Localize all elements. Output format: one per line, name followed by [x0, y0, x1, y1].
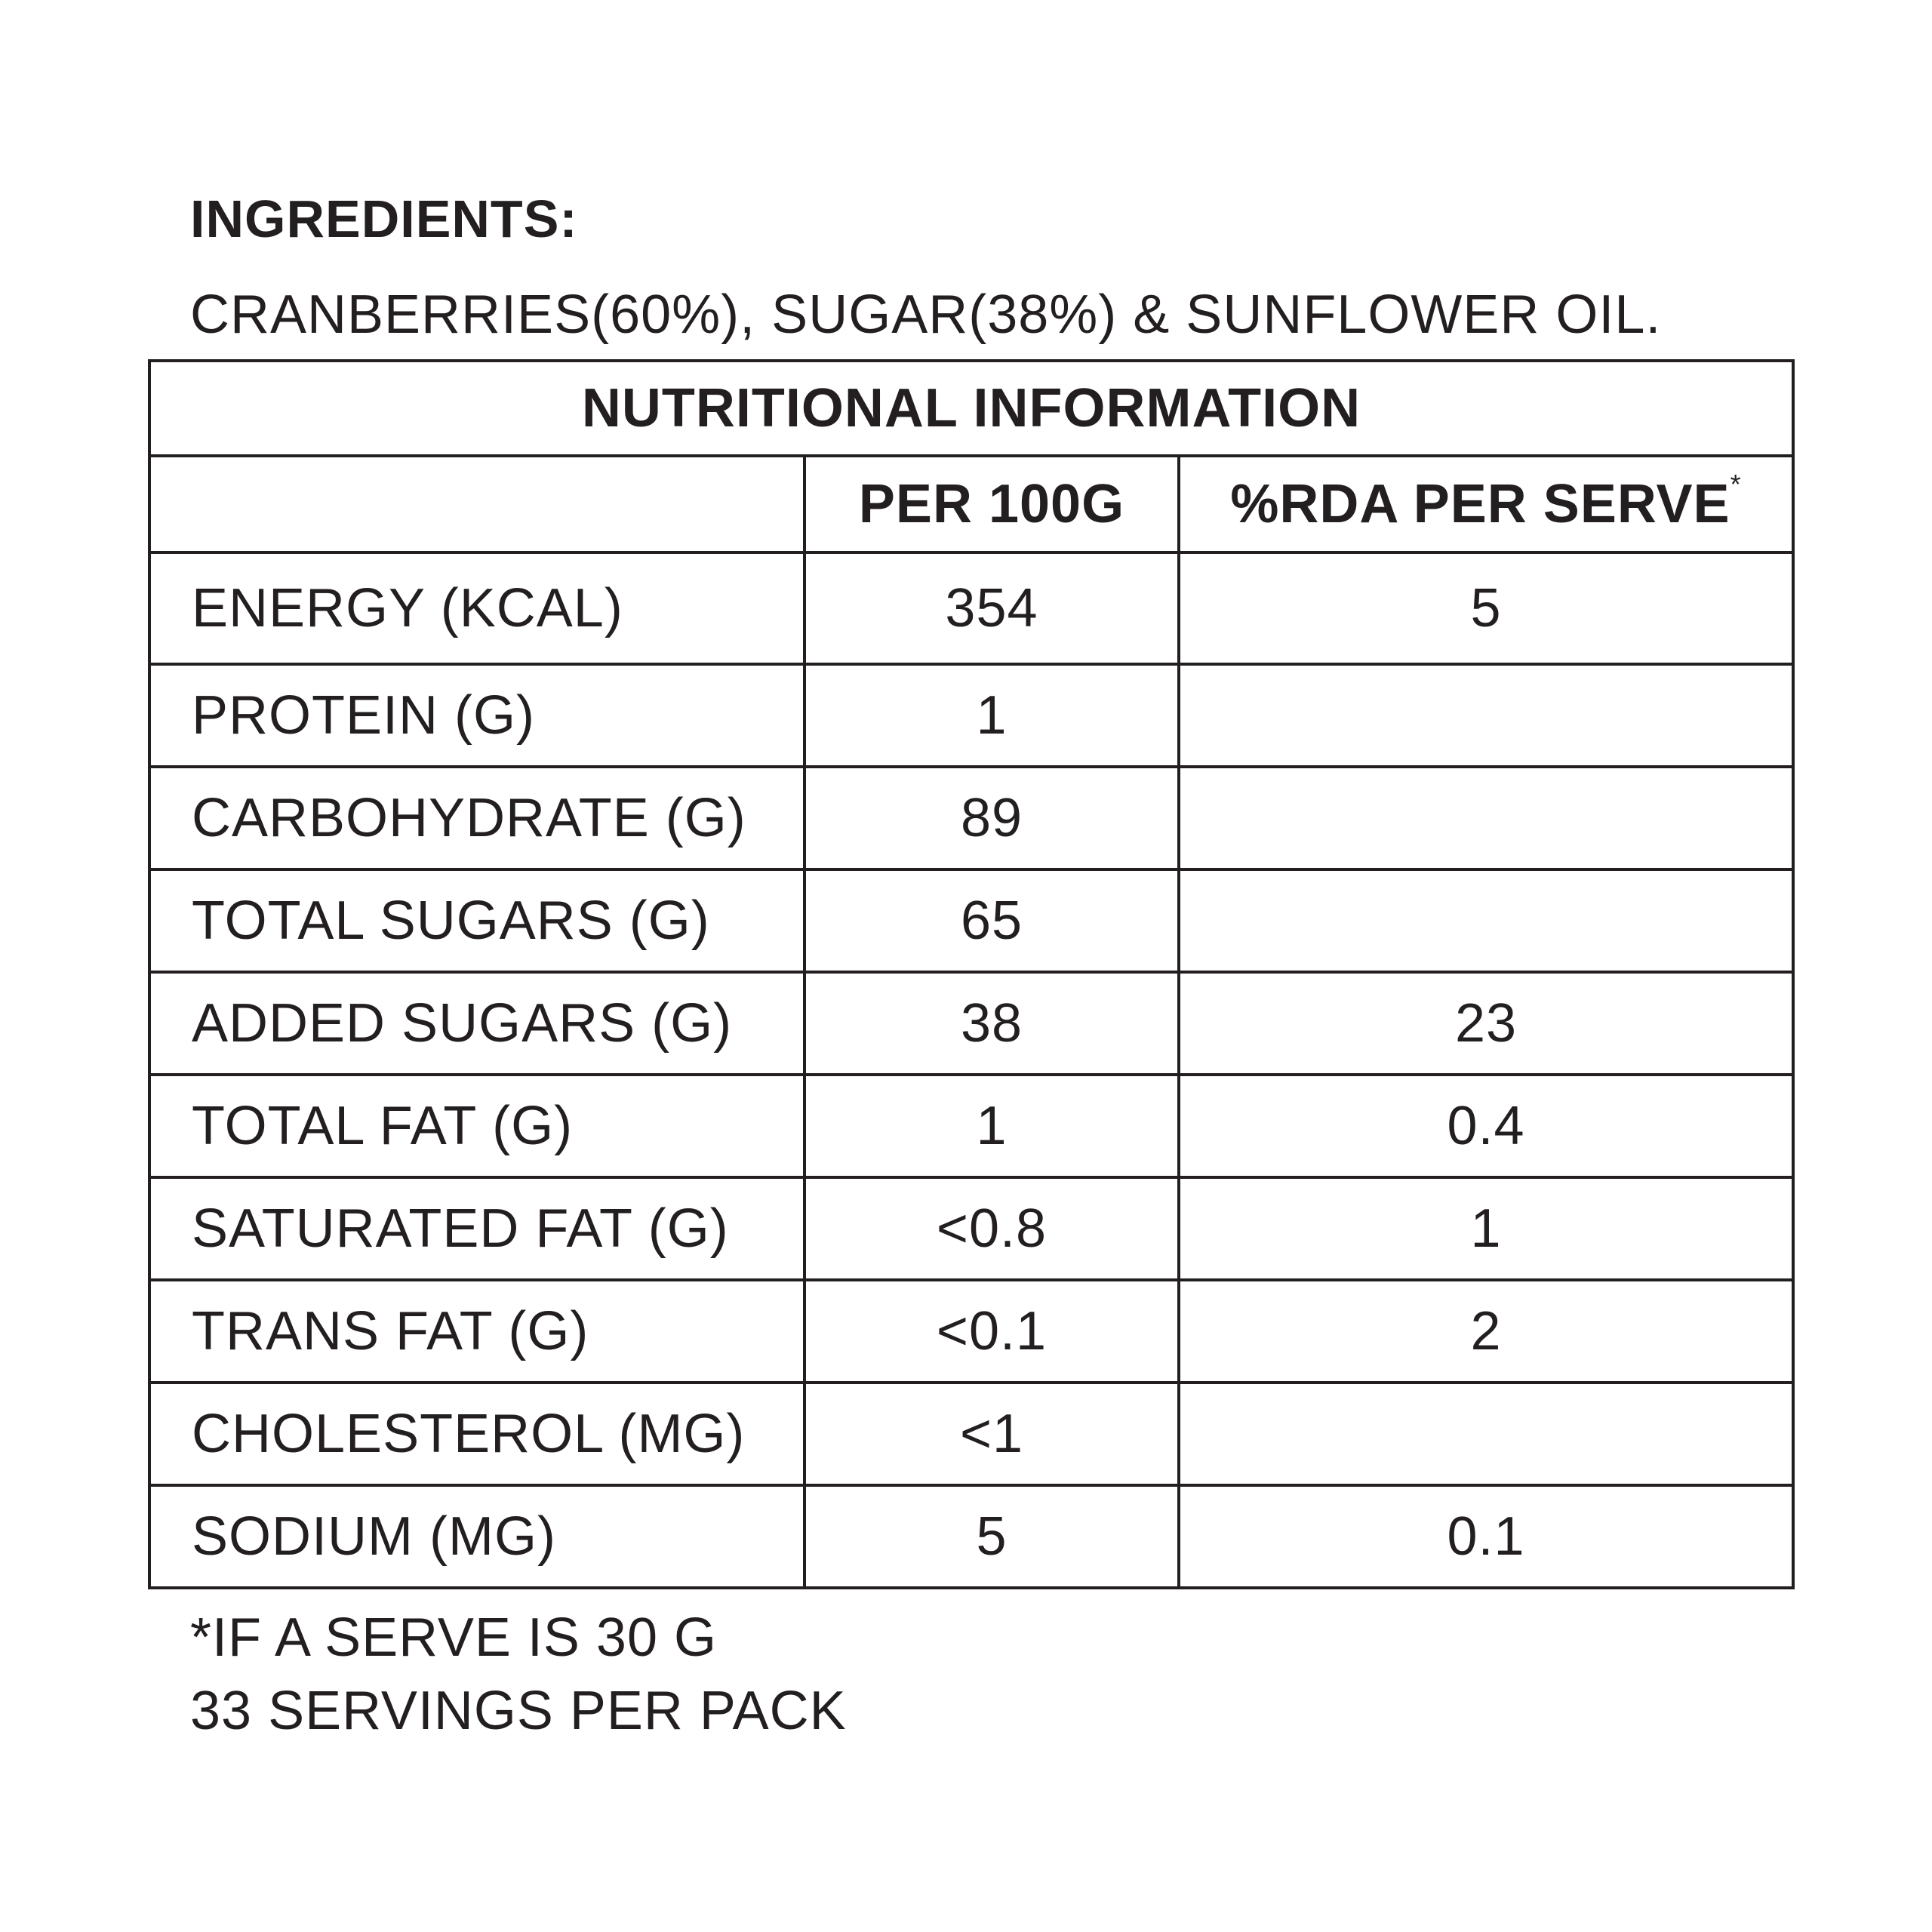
table-row	[149, 767, 1793, 869]
footnote-serve-size: *IF A SERVE IS 30 G	[190, 1607, 718, 1668]
table-row	[149, 869, 1793, 972]
nutrient-name: TOTAL FAT (G)	[149, 1075, 804, 1177]
table-row	[149, 1383, 1793, 1485]
nutrient-name: PROTEIN (G)	[149, 664, 804, 767]
table-row	[149, 1485, 1793, 1588]
per-100g-value: 5	[804, 1485, 1179, 1588]
rda-value	[1179, 869, 1793, 972]
header-empty-cell	[149, 456, 804, 552]
header-per-100g: PER 100G	[804, 456, 1179, 552]
ingredients-text: CRANBERRIES(60%), SUGAR(38%) & SUNFLOWER OIL.	[190, 285, 1662, 345]
table-title: NUTRITIONAL INFORMATION	[149, 361, 1793, 456]
per-100g-value: 1	[804, 664, 1179, 767]
rda-value: 2	[1179, 1280, 1793, 1383]
nutrient-name: SODIUM (MG)	[149, 1485, 804, 1588]
rda-value: 5	[1179, 552, 1793, 664]
nutrient-name: CARBOHYDRATE (G)	[149, 767, 804, 869]
footnote-servings-per-pack: 33 SERVINGS PER PACK	[190, 1681, 847, 1741]
per-100g-value: 1	[804, 1075, 1179, 1177]
ingredients-heading: INGREDIENTS:	[190, 189, 578, 248]
per-100g-value: 38	[804, 972, 1179, 1075]
footnote-marker: *	[1730, 469, 1742, 500]
table-title-row	[149, 361, 1793, 456]
nutrient-name: ADDED SUGARS (G)	[149, 972, 804, 1075]
nutrient-name: ENERGY (KCAL)	[149, 552, 804, 664]
rda-value: 23	[1179, 972, 1793, 1075]
per-100g-value: <1	[804, 1383, 1179, 1485]
per-100g-value: 354	[804, 552, 1179, 664]
per-100g-value: 65	[804, 869, 1179, 972]
rda-value: 1	[1179, 1177, 1793, 1280]
nutrient-name: TOTAL SUGARS (G)	[149, 869, 804, 972]
header-rda-label: %RDA PER SERVE	[1230, 474, 1730, 534]
rda-value: 0.1	[1179, 1485, 1793, 1588]
nutrient-name: SATURATED FAT (G)	[149, 1177, 804, 1280]
rda-value: 0.4	[1179, 1075, 1793, 1177]
table-row	[149, 1075, 1793, 1177]
rda-value	[1179, 767, 1793, 869]
table-row	[149, 552, 1793, 664]
table-row	[149, 664, 1793, 767]
table-row	[149, 1280, 1793, 1383]
per-100g-value: <0.1	[804, 1280, 1179, 1383]
table-row	[149, 1177, 1793, 1280]
rda-value	[1179, 664, 1793, 767]
nutrition-table	[148, 359, 1795, 1589]
nutrient-name: CHOLESTEROL (MG)	[149, 1383, 804, 1485]
table-header-row	[149, 456, 1793, 552]
rda-value	[1179, 1383, 1793, 1485]
per-100g-value: <0.8	[804, 1177, 1179, 1280]
table-row	[149, 972, 1793, 1075]
per-100g-value: 89	[804, 767, 1179, 869]
nutrient-name: TRANS FAT (G)	[149, 1280, 804, 1383]
header-rda-per-serve	[1179, 456, 1793, 552]
